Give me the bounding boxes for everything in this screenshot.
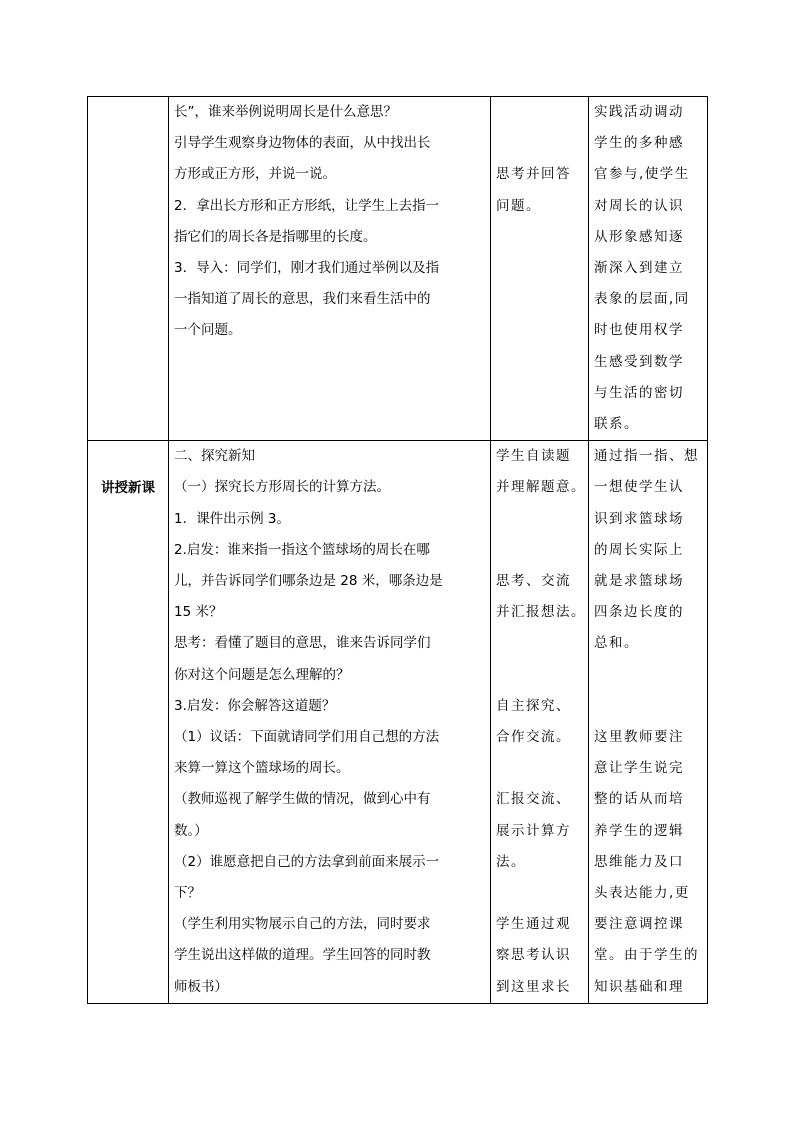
table-row xyxy=(88,97,708,441)
student-activity-cell xyxy=(491,97,589,441)
text-line: 知识基础和理 xyxy=(594,978,684,995)
text-line: 从形象感知逐 xyxy=(594,228,684,245)
text-line: 问题。 xyxy=(496,197,541,214)
lesson-plan-table xyxy=(87,96,708,1004)
text-line: 你对这个问题是怎么理解的？ xyxy=(174,666,350,683)
text-line: 生感受到数学 xyxy=(594,353,684,370)
text-line: （教师巡视了解学生做的情况，做到心中有 xyxy=(174,791,431,808)
text-line: 头表达能力,更 xyxy=(594,885,690,902)
student-activity-cell xyxy=(491,441,589,1004)
text-line: 表象的层面,同 xyxy=(594,291,690,308)
text-line: 自主探究、 xyxy=(496,697,571,714)
text-line: 合作交流。 xyxy=(496,729,571,745)
text-line: （1）议话：下面就请同学们用自己想的方法 xyxy=(174,729,440,746)
teacher-activity-cell xyxy=(169,441,491,1004)
text-line: 方形或正方形，并说一说。 xyxy=(174,166,336,183)
text-line: 3．导入：同学们，刚才我们通过举例以及指 xyxy=(174,260,440,277)
text-line: 四条边长度的 xyxy=(594,604,684,621)
text-line: 学生的多种感 xyxy=(594,135,684,152)
text-line: 2．拿出长方形和正方形纸，让学生上去指一 xyxy=(174,197,440,214)
text-line: 官参与,使学生 xyxy=(594,166,690,183)
teacher-activity-cell xyxy=(169,97,491,441)
text-line: 通过指一指、想 xyxy=(594,448,699,465)
text-line: 学生说出这样做的道理。学生回答的同时教 xyxy=(174,947,431,964)
table-row xyxy=(88,441,708,1004)
text-line: 1．课件出示例 3。 xyxy=(174,510,290,527)
text-line: （2）谁愿意把自己的方法拿到前面来展示一 xyxy=(174,853,440,870)
text-line: 15 米？ xyxy=(174,604,223,621)
text-line: 并汇报想法。 xyxy=(496,604,586,621)
text-line: 的周长实际上 xyxy=(594,541,684,558)
text-line: 渐深入到建立 xyxy=(594,260,684,277)
text-line: 2.启发：谁来指一指这个篮球场的周长在哪 xyxy=(174,541,430,558)
text-line: 思考并回答 xyxy=(496,166,571,183)
text-line: 思考、交流 xyxy=(496,573,571,590)
text-line: 下？ xyxy=(174,885,201,902)
text-line: 并理解题意。 xyxy=(496,479,586,496)
text-line: 到这里求长 xyxy=(496,978,571,995)
design-intent-cell xyxy=(589,97,708,441)
text-line: 汇报交流、 xyxy=(496,791,571,808)
text-line: 3.启发：你会解答这道题？ xyxy=(174,697,336,714)
text-line: 堂。由于学生的 xyxy=(594,947,699,964)
text-line: 一指知道了周长的意思，我们来看生活中的 xyxy=(174,291,431,308)
text-line: 思维能力及口 xyxy=(594,853,684,870)
text-line: 意让学生说完 xyxy=(594,760,684,777)
text-line: 儿，并告诉同学们哪条边是 28 米，哪条边是 xyxy=(174,573,443,590)
text-line: （学生利用实物展示自己的方法，同时要求 xyxy=(174,916,431,933)
text-line: 学生自读题 xyxy=(496,448,571,465)
text-line: 与生活的密切 xyxy=(594,384,684,401)
section-label-cell xyxy=(88,97,169,441)
text-line: 实践活动调动 xyxy=(594,104,684,120)
text-line: （一）探究长方形周长的计算方法。 xyxy=(174,479,390,496)
text-line: 指它们的周长各是指哪里的长度。 xyxy=(174,228,377,245)
text-line: 识到求篮球场 xyxy=(594,510,684,527)
text-line: 展示计算方 xyxy=(496,822,571,839)
text-line: 一想使学生认 xyxy=(594,479,684,496)
text-line: 一个问题。 xyxy=(174,322,242,339)
text-line: 就是求篮球场 xyxy=(594,573,684,590)
text-line: 长”，谁来举例说明周长是什么意思？ xyxy=(174,104,397,120)
text-line: 这里教师要注 xyxy=(594,729,684,746)
text-line: 整的话从而培 xyxy=(594,791,684,808)
text-line: 引导学生观察身边物体的表面，从中找出长 xyxy=(174,135,431,152)
text-line: 二、探究新知 xyxy=(174,448,255,465)
text-line: 师板书） xyxy=(174,978,228,995)
text-line: 察思考认识 xyxy=(496,947,571,964)
text-line: 总和。 xyxy=(594,635,639,652)
text-line: 法。 xyxy=(496,853,526,870)
section-label-cell: 讲授新课 xyxy=(88,441,169,1004)
design-intent-cell xyxy=(589,441,708,1004)
text-line: 养学生的逻辑 xyxy=(594,822,684,839)
text-line: 要注意调控课 xyxy=(594,916,684,933)
text-line: 学生通过观 xyxy=(496,916,571,933)
text-line: 数。） xyxy=(174,822,208,839)
text-line: 联系。 xyxy=(594,416,639,433)
text-line: 思考：看懂了题目的意思，谁来告诉同学们 xyxy=(174,635,431,652)
text-line: 对周长的认识 xyxy=(594,197,684,214)
text-line: 时也使用权学 xyxy=(594,322,684,339)
text-line: 来算一算这个篮球场的周长。 xyxy=(174,760,350,777)
